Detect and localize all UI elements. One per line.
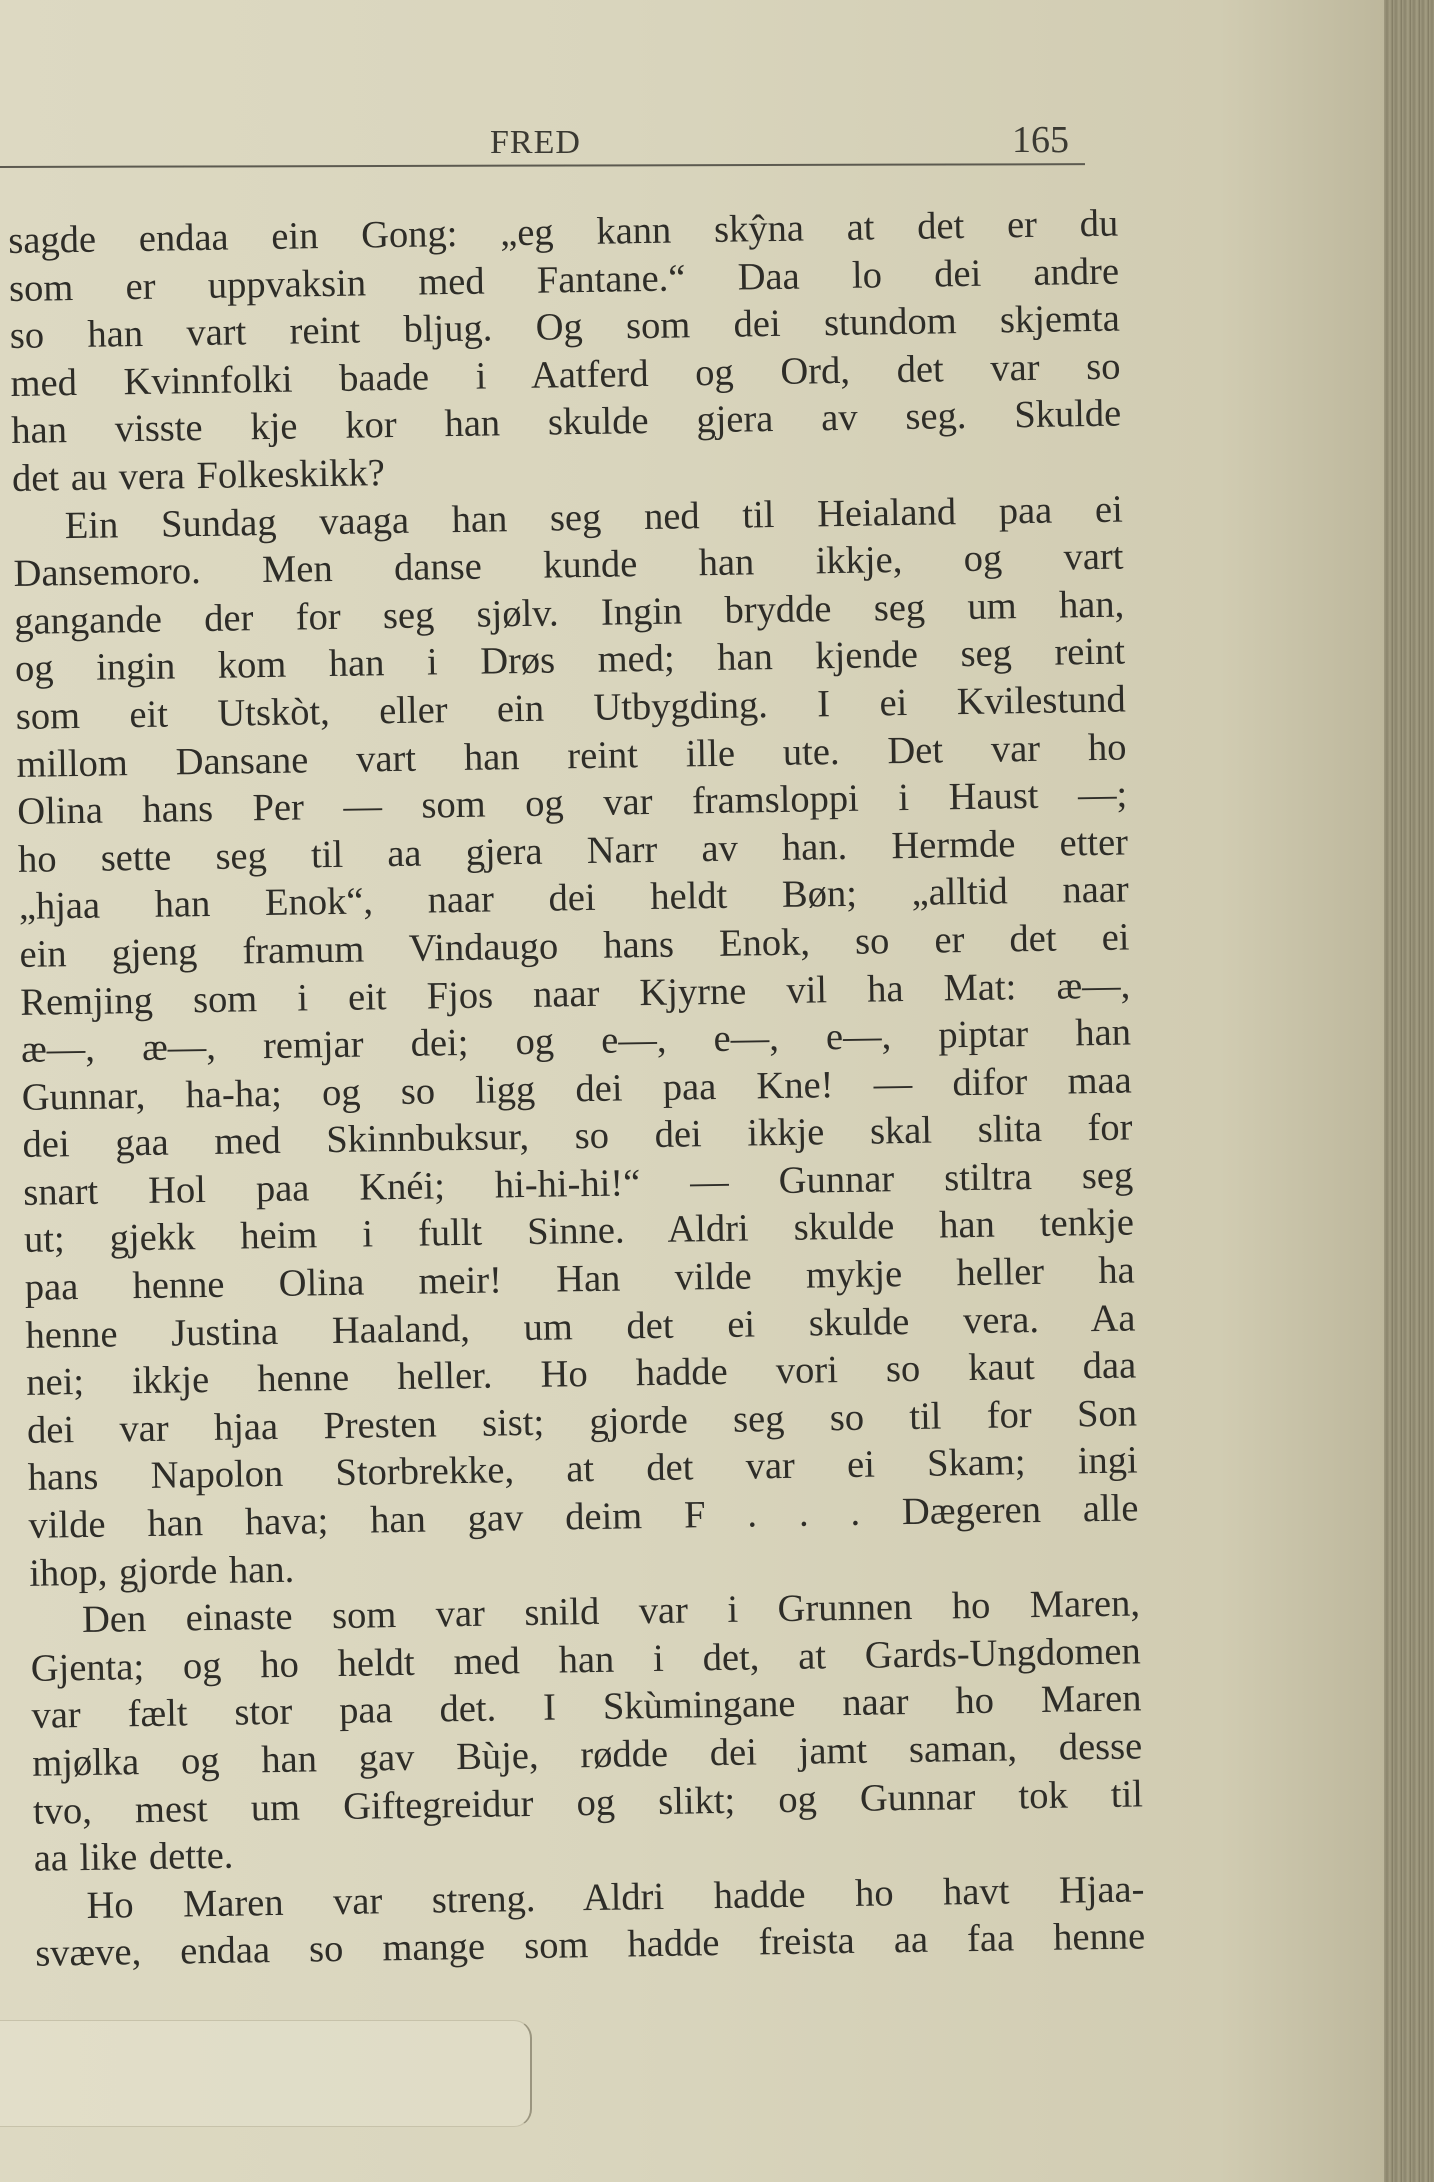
text-line: han visste kje kor han skulde gjera av seg. Skulde <box>11 392 1122 453</box>
text-line: aa like dette. <box>33 1834 234 1880</box>
text-line: sagde endaa ein Gong: „eg kann skŷna at det er du <box>8 202 1119 262</box>
library-stamp-outline <box>0 2020 532 2127</box>
text-line: Ein Sundag vaaga han seg ned til Heialand paa ei <box>64 488 1124 547</box>
text-line: som eit Utskòt, eller ein Utbygding. I ei Kvilestund <box>15 678 1127 738</box>
text-line: med Kvinnfolki baade i Aatferd og Ord, det var so <box>10 345 1121 405</box>
text-line: var fælt stor paa det. I Skùmingane naar ho Maren <box>31 1677 1142 1738</box>
running-title: FRED <box>490 124 581 161</box>
text-line: ho sette seg til aa gjera Narr av han. Hermde etter <box>17 821 1129 881</box>
text-line: Ho Maren var streng. Aldri hadde ho havt Hjaa- <box>86 1868 1145 1927</box>
text-line: snart Hol paa Knéi; hi-hi-hi!“ — Gunnar stiltra seg <box>22 1154 1134 1214</box>
text-line: Remjing som i eit Fjos naar Kjyrne vil ha Mat: æ—, <box>19 963 1131 1024</box>
text-line: svæve, endaa so mange som hadde freista aa faa henne <box>34 1915 1146 1976</box>
text-line: Den einaste som var snild var i Grunnen ho Maren, <box>81 1582 1141 1642</box>
page-number: 165 <box>1012 119 1069 161</box>
text-line: nei; ikkje henne heller. Ho hadde vori so kaut daa <box>25 1344 1137 1405</box>
text-line: gangande der for seg sjølv. Ingin brydde seg um han, <box>14 583 1125 643</box>
page-header <box>0 118 1090 168</box>
text-line: hans Napolon Storbrekke, at det var ei Skam; ingi <box>27 1439 1138 1500</box>
text-line: „hjaa han Enok“, naar dei heldt Bøn; „alltid naar <box>18 868 1130 929</box>
text-line: paa henne Olina meir! Han vilde mykje heller ha <box>24 1249 1136 1309</box>
text-line: henne Justina Haaland, um det ei skulde vera. Aa <box>25 1297 1136 1357</box>
text-line: som er uppvaksin med Fantane.“ Daa lo dei andre <box>8 250 1120 310</box>
page-edge <box>1384 0 1434 2182</box>
text-line: tvo, mest um Giftegreidur og slikt; og Gunnar tok til <box>32 1772 1144 1833</box>
text-line: det au vera Folkeskikk? <box>11 452 386 500</box>
text-line: mjølka og han gav Bùje, rødde dei jamt saman, desse <box>31 1725 1143 1785</box>
body-text <box>8 201 1146 1979</box>
text-line: Olina hans Per — som og var framsloppi i Haust —; <box>17 773 1128 834</box>
text-line: og ingin kom han i Drøs med; han kjende seg reint <box>14 630 1126 691</box>
text-line: ihop, gjorde han. <box>28 1548 295 1595</box>
text-line: millom Dansane vart han reint ille ute. Det var ho <box>16 726 1127 786</box>
text-line: so han vart reint bljug. Og som dei stundom skjemta <box>9 297 1121 358</box>
text-line: Gjenta; og ho heldt med han i det, at Gards-Ungdomen <box>30 1630 1141 1690</box>
text-line: dei gaa med Skinnbuksur, so dei ikkje skal slita for <box>22 1106 1133 1167</box>
text-line: Dansemoro. Men danse kunde han ikkje, og vart <box>13 535 1124 596</box>
text-line: vilde han hava; han gav deim F . . . Dægeren alle <box>28 1487 1139 1547</box>
text-line: Gunnar, ha-ha; og so ligg dei paa Kne! — difor maa <box>21 1059 1133 1119</box>
text-line: ein gjeng framum Vindaugo hans Enok, so er det ei <box>19 916 1130 976</box>
text-line: æ—, æ—, remjar dei; og e—, e—, e—, piptar han <box>20 1011 1132 1071</box>
text-line: dei var hjaa Presten sist; gjorde seg so til for Son <box>26 1392 1138 1452</box>
text-line: ut; gjekk heim i fullt Sinne. Aldri skulde han tenkje <box>23 1201 1135 1262</box>
